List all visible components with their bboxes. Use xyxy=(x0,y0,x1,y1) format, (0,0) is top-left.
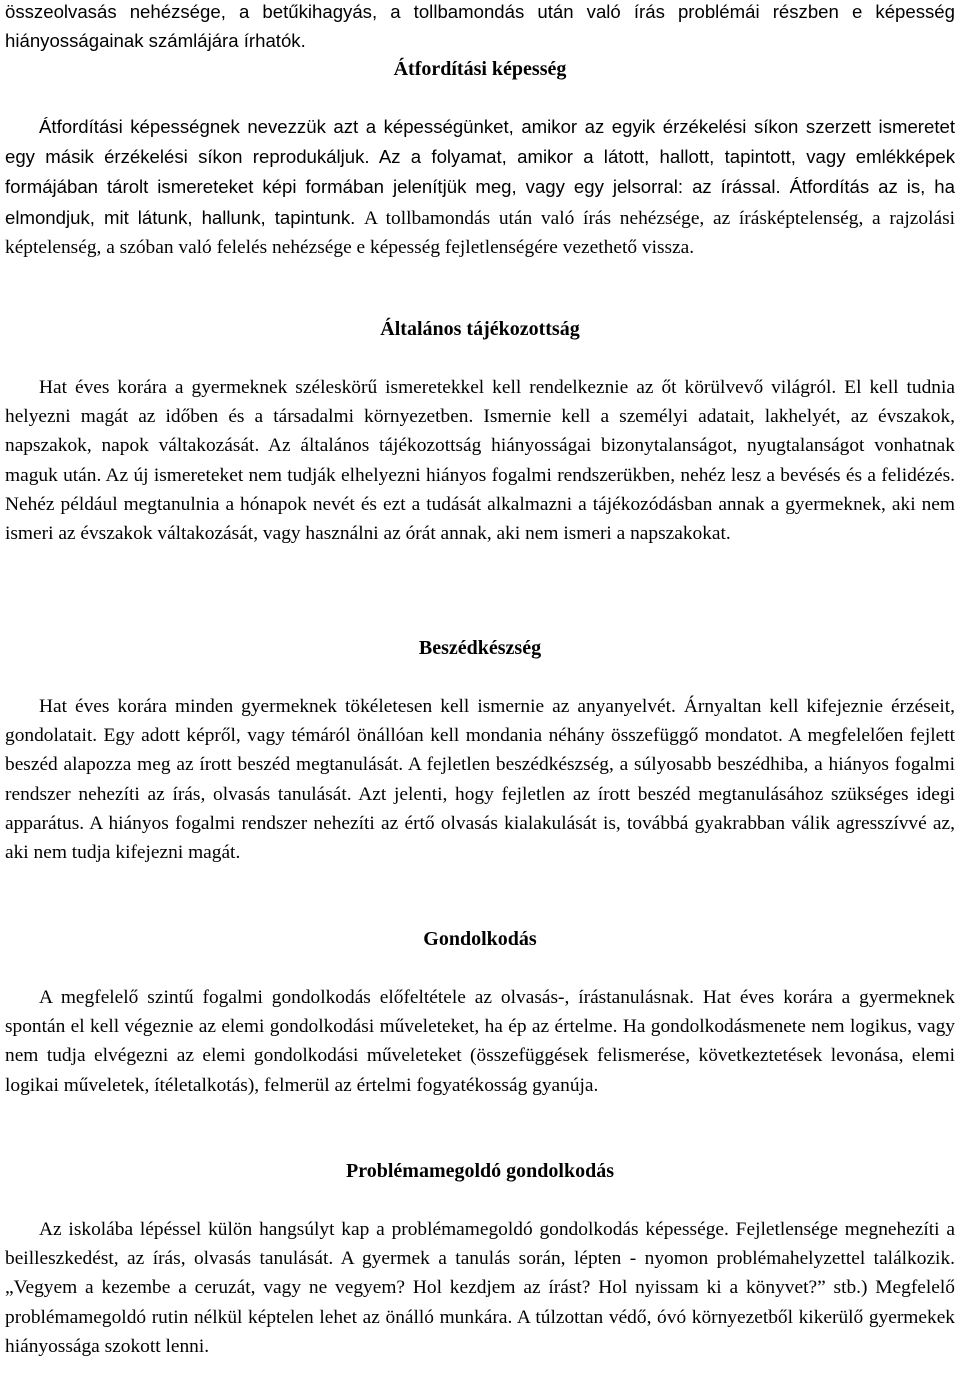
paragraph-serif-part: A tollbamondás után való írás nehézsége, az írásképtelenség, a rajzolási képtelenség, a szóban való felelés nehézsége e képesség fejletlenségére vezethető vissza. xyxy=(5,207,956,258)
section-paragraph-beszedkeszseg: Hat éves korára minden gyermeknek tökéletesen kell ismernie az anyanyelvét. Árnyaltan kell kifejeznie érzéseit, gondolatait. Egy adott képről, vagy témáról önállóan kell mondania néhány összefüggő mondatot. A megfelelően fejlett beszéd alapozza meg az írott beszéd megtanulását. A fejletlen beszédkészség, a súlyosabb beszédhiba, a hiányos fogalmi rendszer nehezíti az írás, olvasás tanulását. Azt jelenti, hogy fejletlen az írott beszéd megtanulásához szükséges idegi apparátus. A hiányos fogalmi rendszer nehezíti az értő olvasás kialakulását is, továbbá gyakrabban válik agresszívvé az, aki nem tudja kifejezni magát. xyxy=(5,696,955,864)
section-paragraph-problemamegoldo-gondolkodas: Az iskolába lépéssel külön hangsúlyt kap a problémamegoldó gondolkodás képessége. Fejletlensége megnehezíti a beilleszkedést, az írás, olvasás tanulását. A gyermek a tanulás során, lépten - nyomon problémahelyzettel találkozik. „Vegyem a kezembe a ceruzát, vagy ne vegyem? Hol kezdjem az írást? Hol nyissam ki a könyvet?” stb.) Megfelelő problémamegoldó rutin nélkül képtelen lehet az önálló munkára. A túlzottan védő, óvó környezetből kikerülő gyermekek hiányossága szokott lenni. xyxy=(5,1219,955,1357)
section-paragraph-gondolkodas: A megfelelő szintű fogalmi gondolkodás előfeltétele az olvasás-, írástanulásnak. Hat éves korára a gyermeknek spontán el kell végeznie az elemi gondolkodási műveleteket, ha ép az értelme. Ha gondolkodásmenete nem logikus, vagy nem tudja elvégezni az elemi gondolkodási műveleteket (összefüggések felismerése, következtetések levonása, elemi logikai műveletek, ítéletalkotás), felmerül az értelmi fogyatékosság gyanúja. xyxy=(5,987,955,1096)
paragraph-sans-part: Átfordítási képességnek nevezzük azt a képességünket, amikor az egyik érzékelési síkon szerzett ismeretet egy másik érzékelési síkon reprodukáljuk. Az a folyamat, amikor a látott, hallott, tapintott, vagy emlékképek formájában tárolt ismereteket képi formában jelenítjük meg, vagy egy jelsorral: az írással. Átfordítás az is, ha elmondjuk, mit látunk, hallunk, tapintunk. xyxy=(5,116,955,228)
section-heading-problemamegoldo-gondolkodas: Problémamegoldó gondolkodás xyxy=(346,1160,614,1182)
section-paragraph-altalanos-tajekozottsag: Hat éves korára a gyermeknek széleskörű ismeretekkel kell rendelkeznie az őt körülvevő világról. El kell tudnia helyezni magát az időben és a társadalmi környezetben. Ismernie kell a személyi adatait, lakhelyét, az évszakok, napszakok, napok váltakozását. Az általános tájékozottság hiányosságai bizonytalanságot, nyugtalanságot vonhatnak maguk után. Az új ismereteket nem tudják elhelyezni hiányos fogalmi rendszerükben, nehéz lesz a bevésés és a felidézés. Nehéz például megtanulnia a hónapok nevét és ezt a tudását alkalmazni a tájékozódásban annak a gyermeknek, aki nem ismeri az évszakok váltakozását, vagy használni az órát annak, aki nem ismeri a napszakokat. xyxy=(5,377,955,545)
section-paragraph-atforditasi-kepesseg xyxy=(5,112,955,262)
section-heading-altalanos-tajekozottsag: Általános tájékozottság xyxy=(380,318,580,340)
section-heading-beszedkeszseg: Beszédkészség xyxy=(418,637,542,659)
section-heading-atforditasi-kepesseg: Átfordítási képesség xyxy=(393,58,567,80)
intro-paragraph: összeolvasás nehézsége, a betűkihagyás, a tollbamondás után való írás problémái részben e képesség hiányosságainak számlájára írhatók. xyxy=(5,1,955,52)
section-heading-gondolkodas: Gondolkodás xyxy=(423,928,537,950)
